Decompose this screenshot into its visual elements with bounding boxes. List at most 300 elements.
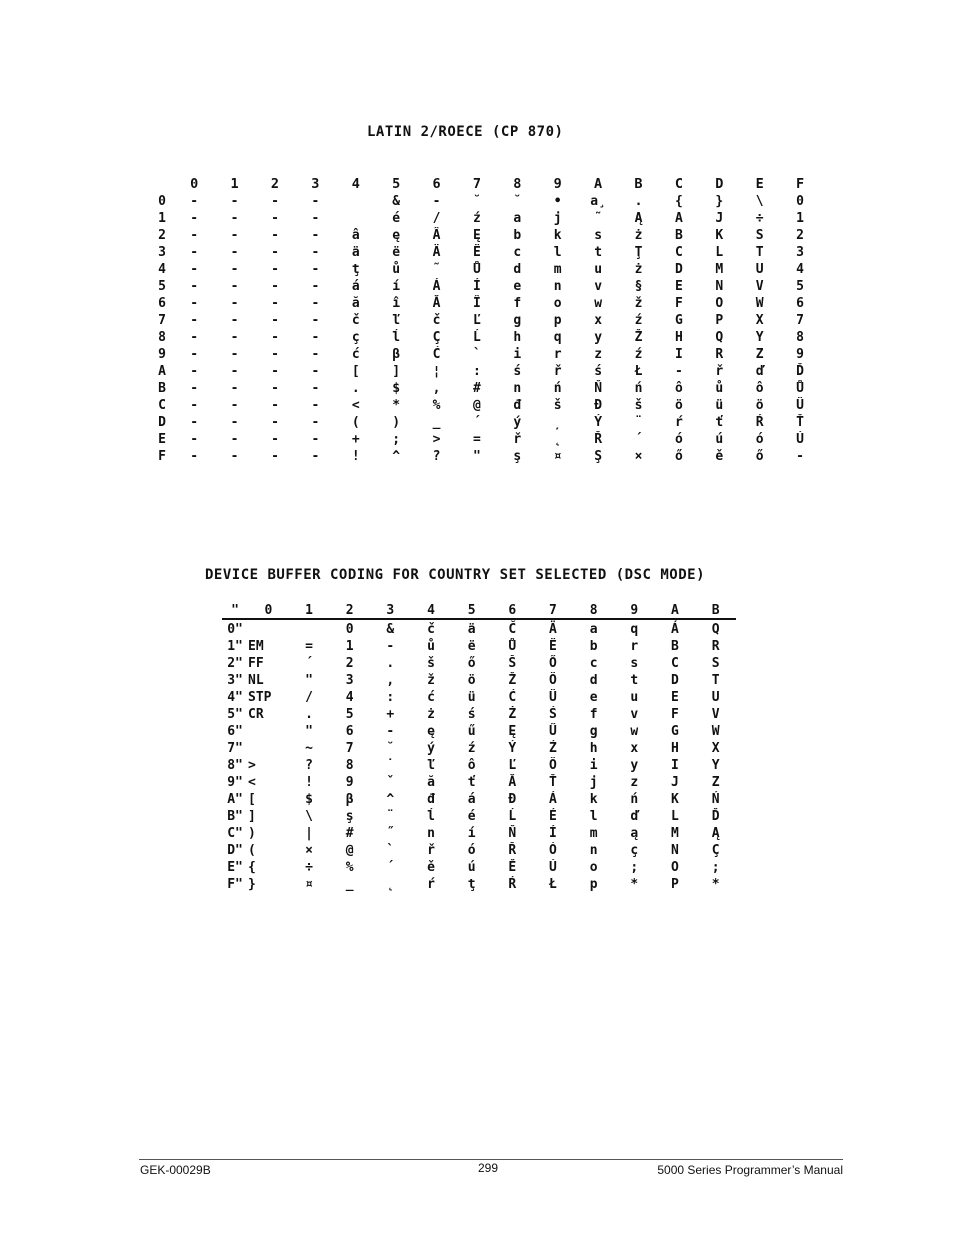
table-row bbox=[150, 329, 820, 346]
code-cell: ` bbox=[386, 843, 395, 858]
table-row bbox=[222, 638, 736, 655]
code-cell: é bbox=[467, 809, 476, 824]
code-cell: x bbox=[630, 741, 639, 756]
code-cell: b bbox=[589, 639, 598, 654]
code-cell: I bbox=[671, 758, 679, 773]
row-header: F bbox=[158, 449, 166, 464]
code-cell: ¤ bbox=[305, 877, 313, 892]
code-cell: Ć bbox=[432, 347, 441, 362]
code-cell: ; bbox=[392, 432, 401, 447]
code-cell: Ţ bbox=[634, 245, 643, 260]
code-cell: ˝ bbox=[386, 826, 395, 841]
code-cell bbox=[336, 193, 376, 210]
code-cell: É bbox=[549, 809, 557, 824]
row-header: D bbox=[158, 415, 166, 430]
code-cell: k bbox=[589, 792, 598, 807]
code-cell: - bbox=[230, 228, 239, 243]
code-cell: â bbox=[351, 228, 360, 243]
code-cell: a bbox=[589, 622, 598, 637]
code-cell: z bbox=[594, 347, 603, 362]
code-cell: [ bbox=[248, 792, 256, 807]
code-cell: o bbox=[553, 296, 562, 311]
code-cell: _ bbox=[432, 415, 441, 430]
column-header: 7 bbox=[472, 176, 481, 192]
code-cell: * bbox=[630, 877, 639, 892]
code-cell: # bbox=[473, 381, 481, 396]
code-cell: O bbox=[715, 296, 724, 311]
code-cell: t bbox=[630, 673, 639, 688]
row-header: 0" bbox=[227, 622, 243, 637]
code-cell: 5 bbox=[345, 707, 354, 722]
code-cell: - bbox=[432, 194, 441, 209]
code-cell: 4 bbox=[796, 262, 804, 277]
code-cell: ń bbox=[553, 381, 562, 396]
code-cell: ř bbox=[427, 843, 435, 858]
code-cell: Ö bbox=[549, 673, 557, 688]
code-cell: ö bbox=[674, 398, 683, 413]
table-row bbox=[222, 774, 736, 791]
table-row bbox=[150, 431, 820, 448]
table-row bbox=[222, 859, 736, 876]
column-header: 7 bbox=[533, 602, 574, 619]
code-cell: M bbox=[671, 826, 679, 841]
table-row bbox=[150, 363, 820, 380]
row-header: C bbox=[158, 398, 166, 413]
code-cell: ź bbox=[634, 313, 643, 328]
row-header: 9 bbox=[158, 347, 166, 362]
code-cell: v bbox=[630, 707, 639, 722]
code-cell: 7 bbox=[796, 313, 804, 328]
code-cell: Á bbox=[549, 792, 557, 807]
code-cell: ś bbox=[467, 707, 476, 722]
code-cell: H bbox=[674, 330, 683, 345]
code-cell: - bbox=[311, 296, 320, 311]
code-cell: a̧ bbox=[590, 194, 606, 209]
code-cell: Ô bbox=[549, 758, 557, 773]
code-cell: e bbox=[589, 690, 598, 705]
column-header: 5 bbox=[392, 176, 401, 192]
code-cell: - bbox=[230, 262, 239, 277]
table-row bbox=[150, 346, 820, 363]
code-cell: [ bbox=[351, 364, 360, 379]
code-cell: ¨ bbox=[634, 415, 643, 430]
code-cell: ! bbox=[305, 775, 313, 790]
code-cell: . bbox=[351, 381, 360, 396]
column-header: 6 bbox=[492, 602, 533, 619]
row-header: A" bbox=[227, 792, 243, 807]
code-cell: á bbox=[351, 279, 360, 294]
dsc-table-title: DEVICE BUFFER CODING FOR COUNTRY SET SELECTED (DSC MODE) bbox=[205, 567, 706, 583]
code-cell: ő bbox=[755, 449, 764, 464]
code-cell: ; bbox=[711, 860, 720, 875]
code-cell: Ń bbox=[711, 792, 720, 807]
column-header: 1 bbox=[230, 176, 239, 192]
code-cell: Š bbox=[508, 656, 517, 671]
code-cell: ń bbox=[634, 381, 643, 396]
code-cell: - bbox=[190, 313, 199, 328]
code-cell: ż bbox=[634, 228, 643, 243]
column-header: 8 bbox=[573, 602, 614, 619]
code-cell: - bbox=[190, 245, 199, 260]
code-cell: ţ bbox=[467, 877, 476, 892]
code-cell: - bbox=[271, 381, 279, 396]
code-cell: x bbox=[594, 313, 603, 328]
table-row bbox=[222, 723, 736, 740]
code-cell: $ bbox=[392, 381, 401, 396]
column-header: 5 bbox=[451, 602, 492, 619]
code-cell: - bbox=[311, 432, 320, 447]
row-header: 4 bbox=[158, 262, 166, 277]
code-cell: Z bbox=[711, 775, 720, 790]
code-cell: ´ bbox=[386, 860, 395, 875]
column-header: 9 bbox=[614, 602, 655, 619]
code-cell: > bbox=[432, 432, 441, 447]
code-cell: \ bbox=[305, 809, 313, 824]
code-cell: ( bbox=[248, 843, 256, 858]
code-cell: h bbox=[589, 741, 598, 756]
code-cell: - bbox=[230, 194, 239, 209]
code-cell: + bbox=[386, 707, 395, 722]
code-cell: - bbox=[311, 194, 320, 209]
code-cell: á bbox=[467, 792, 476, 807]
code-cell: U bbox=[755, 262, 764, 277]
column-header: 6 bbox=[432, 176, 441, 192]
code-cell: • bbox=[553, 194, 562, 209]
row-header: 4" bbox=[227, 690, 243, 705]
code-cell: ů bbox=[427, 639, 435, 654]
code-cell: Ü bbox=[549, 690, 557, 705]
code-cell: Á bbox=[671, 622, 679, 637]
code-cell: - bbox=[311, 279, 320, 294]
code-cell: 9 bbox=[345, 775, 354, 790]
code-cell: - bbox=[230, 279, 239, 294]
code-cell: U bbox=[711, 690, 720, 705]
code-cell: p bbox=[553, 313, 562, 328]
column-header: 3 bbox=[311, 176, 320, 192]
code-cell: - bbox=[271, 415, 279, 430]
code-cell: - bbox=[230, 296, 239, 311]
code-cell: - bbox=[271, 347, 279, 362]
code-cell: ] bbox=[392, 364, 401, 379]
code-cell: ţ bbox=[351, 262, 360, 277]
code-cell: ş bbox=[513, 449, 522, 464]
code-cell: s bbox=[594, 228, 603, 243]
code-cell: ď bbox=[630, 809, 639, 824]
code-cell: ź bbox=[473, 211, 481, 226]
code-cell: L bbox=[715, 245, 724, 260]
column-header: 4 bbox=[351, 176, 360, 192]
code-cell: . bbox=[305, 707, 313, 722]
code-cell: ) bbox=[248, 826, 256, 841]
column-header: A bbox=[655, 602, 696, 619]
code-cell: # bbox=[345, 826, 354, 841]
code-cell: g bbox=[513, 313, 522, 328]
code-cell: Ň bbox=[594, 381, 603, 396]
code-cell: Ă bbox=[508, 775, 517, 790]
table-row bbox=[222, 757, 736, 774]
table-row bbox=[222, 808, 736, 825]
code-cell: - bbox=[230, 449, 239, 464]
code-cell: č bbox=[351, 313, 360, 328]
code-cell: 0 bbox=[345, 622, 354, 637]
latin2-table-title: LATIN 2/ROECE (CP 870) bbox=[367, 124, 564, 140]
code-cell: l bbox=[589, 809, 598, 824]
code-cell: ę bbox=[427, 724, 435, 739]
code-cell: c bbox=[513, 245, 522, 260]
code-cell: D bbox=[671, 673, 679, 688]
column-header: 3 bbox=[370, 602, 411, 619]
row-header: F" bbox=[227, 877, 243, 892]
code-cell: - bbox=[230, 330, 239, 345]
code-cell: đ bbox=[427, 792, 435, 807]
code-cell: Ŕ bbox=[755, 415, 764, 430]
code-cell: } bbox=[715, 194, 724, 209]
code-cell: - bbox=[190, 381, 199, 396]
dsc-column-header-row bbox=[222, 602, 736, 619]
code-cell: - bbox=[271, 228, 279, 243]
code-cell: ` bbox=[473, 347, 481, 362]
code-cell: B bbox=[671, 639, 679, 654]
code-cell: ô bbox=[755, 381, 764, 396]
code-cell: K bbox=[671, 792, 679, 807]
code-cell: ˘ bbox=[513, 194, 522, 209]
code-cell: 3 bbox=[345, 673, 354, 688]
code-cell: J bbox=[671, 775, 679, 790]
code-cell: " bbox=[473, 449, 481, 464]
code-cell: W bbox=[755, 296, 764, 311]
row-header: B bbox=[158, 381, 166, 396]
code-cell: ŕ bbox=[674, 415, 683, 430]
code-cell: ó bbox=[755, 432, 764, 447]
code-cell: ˛ bbox=[386, 877, 395, 892]
code-cell: × bbox=[634, 449, 643, 464]
code-cell: . bbox=[386, 656, 395, 671]
code-cell bbox=[289, 619, 330, 638]
code-cell: ě bbox=[427, 860, 435, 875]
code-cell: O bbox=[671, 860, 679, 875]
code-cell: ž bbox=[634, 296, 643, 311]
code-cell: ă bbox=[351, 296, 360, 311]
code-cell: ź bbox=[467, 741, 476, 756]
code-cell: K bbox=[715, 228, 724, 243]
code-cell: g bbox=[589, 724, 598, 739]
code-cell: X bbox=[755, 313, 764, 328]
code-cell: Ž bbox=[508, 673, 517, 688]
code-cell: H bbox=[671, 741, 679, 756]
code-cell: Í bbox=[549, 826, 557, 841]
code-cell: y bbox=[630, 758, 639, 773]
code-cell: ü bbox=[715, 398, 724, 413]
code-cell: ̨ bbox=[553, 432, 562, 447]
code-cell: Ę bbox=[473, 228, 481, 243]
code-cell: 1 bbox=[345, 639, 354, 654]
code-cell: V bbox=[755, 279, 764, 294]
code-cell: í bbox=[392, 279, 401, 294]
code-cell: - bbox=[190, 449, 199, 464]
code-cell bbox=[248, 619, 289, 638]
code-cell: Ë bbox=[549, 639, 557, 654]
code-cell: , bbox=[386, 673, 395, 688]
code-cell: 4 bbox=[345, 690, 354, 705]
code-cell: đ bbox=[513, 398, 522, 413]
code-cell: Í bbox=[473, 279, 481, 294]
code-cell: - bbox=[230, 398, 239, 413]
column-header: B bbox=[695, 602, 736, 619]
code-cell: p bbox=[589, 877, 598, 892]
code-cell: - bbox=[271, 245, 279, 260]
code-cell: ę bbox=[392, 228, 401, 243]
code-cell: - bbox=[311, 211, 320, 226]
code-cell: q bbox=[630, 622, 639, 637]
code-cell: ľ bbox=[392, 313, 401, 328]
code-cell: Ť bbox=[549, 775, 557, 790]
code-cell: - bbox=[311, 313, 320, 328]
code-cell: M bbox=[715, 262, 724, 277]
code-cell: ~ bbox=[305, 741, 313, 756]
code-cell: 0 bbox=[796, 194, 804, 209]
code-cell: n bbox=[513, 381, 522, 396]
code-cell: f bbox=[513, 296, 522, 311]
document-number: GEK-00029B bbox=[140, 1163, 211, 1177]
column-header: E bbox=[755, 176, 764, 192]
column-header: 2 bbox=[270, 176, 280, 192]
code-cell: 2 bbox=[796, 228, 804, 243]
code-cell: n bbox=[553, 279, 562, 294]
table-row bbox=[222, 825, 736, 842]
code-cell: q bbox=[553, 330, 562, 345]
row-header: 3 bbox=[158, 245, 166, 260]
code-cell: - bbox=[271, 262, 279, 277]
code-cell: 8 bbox=[345, 758, 354, 773]
code-cell: - bbox=[190, 347, 199, 362]
code-cell: T bbox=[755, 245, 764, 260]
code-cell: ĺ bbox=[427, 809, 435, 824]
table-row bbox=[222, 672, 736, 689]
row-header: D" bbox=[227, 843, 243, 858]
code-cell: β bbox=[345, 792, 354, 807]
code-cell: ˘ bbox=[473, 194, 481, 209]
code-cell: Q bbox=[711, 622, 720, 637]
code-cell: < bbox=[351, 398, 360, 413]
code-cell: 2 bbox=[345, 656, 354, 671]
code-cell bbox=[336, 210, 376, 227]
code-cell: Ý bbox=[594, 415, 603, 430]
code-cell: - bbox=[190, 194, 199, 209]
code-cell: ó bbox=[674, 432, 683, 447]
code-cell: ç bbox=[351, 330, 360, 345]
code-cell: N bbox=[671, 843, 679, 858]
row-header: 9" bbox=[227, 775, 243, 790]
column-header: " bbox=[222, 602, 248, 619]
code-cell: NL bbox=[248, 673, 264, 688]
code-cell: - bbox=[271, 449, 279, 464]
code-cell: D bbox=[674, 262, 683, 277]
code-cell: \ bbox=[755, 194, 764, 209]
code-cell: ¨ bbox=[386, 809, 395, 824]
code-cell: P bbox=[715, 313, 724, 328]
code-cell: S bbox=[755, 228, 764, 243]
code-cell: ? bbox=[432, 449, 441, 464]
row-header: 5 bbox=[158, 279, 166, 294]
code-cell: 6 bbox=[796, 296, 804, 311]
code-cell: ĺ bbox=[392, 330, 401, 345]
code-cell: Ď bbox=[796, 364, 804, 379]
code-cell: w bbox=[594, 296, 603, 311]
code-cell: } bbox=[248, 877, 256, 892]
code-cell: š bbox=[553, 398, 562, 413]
code-cell: 6 bbox=[345, 724, 354, 739]
code-cell: Ś bbox=[549, 707, 557, 722]
code-cell: ű bbox=[467, 724, 476, 739]
code-cell: FF bbox=[248, 656, 264, 671]
code-cell: t bbox=[594, 245, 603, 260]
code-cell: - bbox=[271, 432, 279, 447]
code-cell: ; bbox=[630, 860, 639, 875]
code-cell: - bbox=[386, 724, 395, 739]
code-cell: R bbox=[715, 347, 724, 362]
code-cell: - bbox=[271, 330, 279, 345]
row-header: 3" bbox=[227, 673, 243, 688]
column-header: 1 bbox=[289, 602, 330, 619]
code-cell: - bbox=[230, 211, 239, 226]
code-cell: Ľ bbox=[473, 313, 481, 328]
code-cell: R bbox=[711, 639, 720, 654]
code-cell: ^ bbox=[392, 449, 401, 464]
table-row bbox=[150, 210, 820, 227]
table-row bbox=[150, 244, 820, 261]
code-cell: ť bbox=[715, 415, 724, 430]
code-cell: Ç bbox=[711, 843, 720, 858]
code-cell: ú bbox=[715, 432, 724, 447]
column-header: D bbox=[715, 176, 724, 192]
code-cell: Ď bbox=[711, 809, 720, 824]
code-cell: - bbox=[311, 364, 320, 379]
code-cell: W bbox=[711, 724, 720, 739]
code-cell: Ç bbox=[432, 330, 441, 345]
dsc-code-table bbox=[222, 602, 736, 893]
footer-divider bbox=[139, 1159, 843, 1160]
code-cell: = bbox=[473, 432, 481, 447]
code-cell: ć bbox=[351, 347, 360, 362]
code-cell: ä bbox=[467, 622, 476, 637]
code-cell: ˜ bbox=[432, 262, 441, 277]
code-cell: Ä bbox=[432, 245, 441, 260]
table-row bbox=[150, 227, 820, 244]
code-cell: × bbox=[305, 843, 313, 858]
code-cell: ë bbox=[467, 639, 476, 654]
code-cell: - bbox=[190, 211, 199, 226]
code-cell: ä bbox=[351, 245, 360, 260]
code-cell: { bbox=[248, 860, 256, 875]
row-header: 8 bbox=[158, 330, 166, 345]
code-cell: Á bbox=[432, 279, 441, 294]
code-cell: ć bbox=[427, 690, 435, 705]
code-cell: Y bbox=[755, 330, 764, 345]
code-cell: ¤ bbox=[553, 449, 562, 464]
code-cell: d bbox=[589, 673, 598, 688]
code-cell: & bbox=[392, 194, 401, 209]
code-cell: B bbox=[674, 228, 683, 243]
code-cell: Ő bbox=[549, 656, 557, 671]
code-cell: ÷ bbox=[305, 860, 313, 875]
column-header: 2 bbox=[329, 602, 370, 619]
code-cell: ´ bbox=[305, 656, 313, 671]
column-header: B bbox=[634, 176, 643, 192]
code-cell: - bbox=[311, 449, 320, 464]
code-cell: Ť bbox=[796, 415, 804, 430]
code-cell: - bbox=[386, 639, 395, 654]
code-cell: F bbox=[674, 296, 683, 311]
